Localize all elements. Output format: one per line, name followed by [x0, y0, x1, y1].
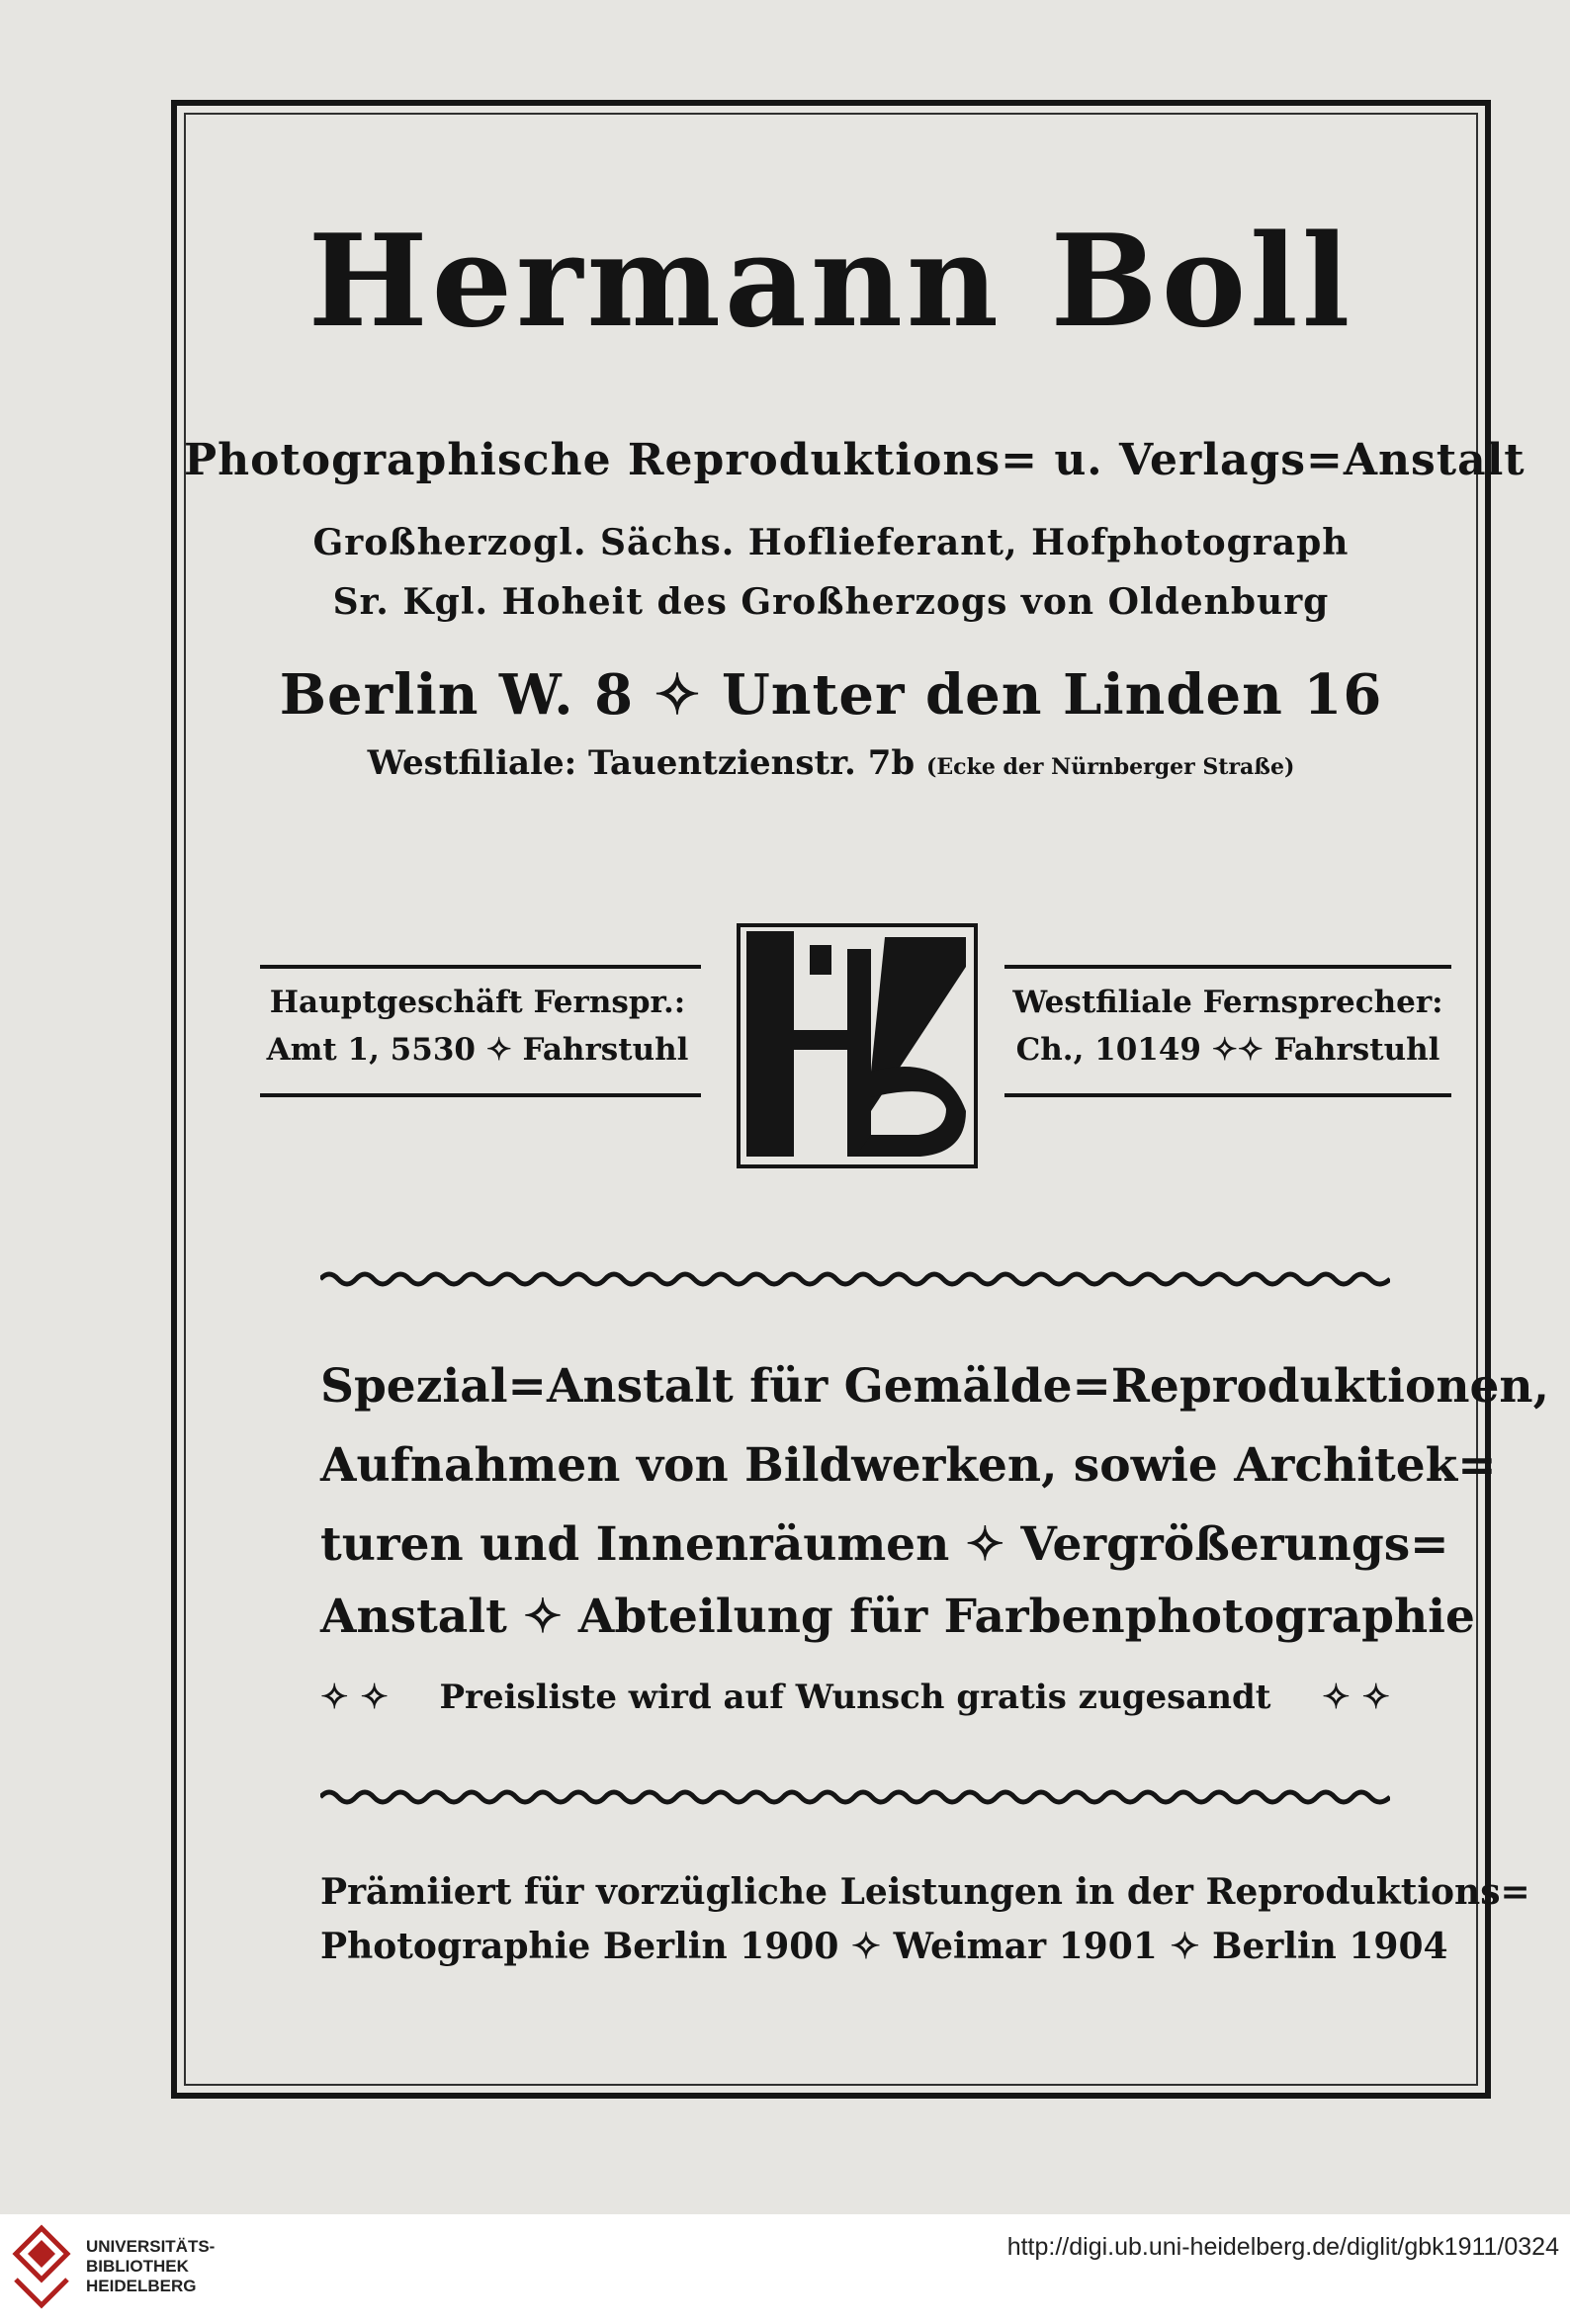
- price-ornament-left: ✧ ✧: [320, 1678, 389, 1717]
- awards-line-2: Photographie Berlin 1900 ✧ Weimar 1901 ✧ Berlin 1904: [320, 1926, 1448, 1967]
- purveyor-line: Großherzogl. Sächs. Hoflieferant, Hofphotograph: [312, 522, 1350, 563]
- price-list-line: [320, 1678, 1390, 1717]
- branch-line: [184, 743, 1478, 783]
- price-list-text: Preisliste wird auf Wunsch gratis zugesandt: [439, 1678, 1271, 1717]
- wavy-divider-top: [320, 1269, 1390, 1287]
- services-line-1: Spezial=Anstalt für Gemälde=Reproduktionen,: [320, 1359, 1549, 1414]
- rule-right-bottom: [1004, 1093, 1451, 1097]
- library-logo-icon: [12, 2224, 71, 2313]
- library-name-line-1: UNIVERSITÄTS-: [86, 2237, 216, 2256]
- company-subtitle: Photographische Reproduktions= u. Verlags=Anstalt: [184, 435, 1526, 485]
- branch-address: Westfiliale: Tauentzienstr. 7b: [367, 743, 916, 783]
- address-line: Berlin W. 8 ✧ Unter den Linden 16: [279, 662, 1383, 728]
- phone-branch-number: Ch., 10149 ✧✧ Fahrstuhl: [1015, 1032, 1440, 1068]
- footer-bar: [0, 2214, 1570, 2324]
- highness-line: Sr. Kgl. Hoheit des Großherzogs von Oldenburg: [332, 581, 1330, 623]
- rule-left-bottom: [260, 1093, 701, 1097]
- phone-branch-label: Westfiliale Fernsprecher:: [1012, 985, 1443, 1020]
- rule-left-top: [260, 965, 701, 969]
- library-name-line-2: BIBLIOTHEK: [86, 2257, 189, 2276]
- services-line-2: Aufnahmen von Bildwerken, sowie Architek=: [320, 1438, 1497, 1493]
- hb-monogram-icon: [737, 923, 978, 1168]
- services-line-4: Anstalt ✧ Abteilung für Farbenphotographie: [320, 1590, 1475, 1644]
- services-line-3: turen und Innenräumen ✧ Vergrößerungs=: [320, 1517, 1449, 1572]
- library-name: [86, 2237, 215, 2296]
- source-url-link[interactable]: http://digi.ub.uni-heidelberg.de/diglit/gbk1911/0324: [1006, 2233, 1559, 2261]
- price-ornament-right: ✧ ✧: [1322, 1678, 1390, 1717]
- wavy-divider-bottom: [320, 1787, 1390, 1805]
- phone-main-label: Hauptgeschäft Fernspr.:: [269, 985, 686, 1020]
- phone-main-number: Amt 1, 5530 ✧ Fahrstuhl: [266, 1032, 689, 1068]
- company-title: Hermann Boll: [307, 208, 1354, 356]
- rule-right-top: [1004, 965, 1451, 969]
- awards-line-1: Prämiiert für vorzügliche Leistungen in der Reproduktions=: [320, 1871, 1530, 1913]
- branch-corner: (Ecke der Nürnberger Straße): [926, 754, 1295, 780]
- library-name-line-3: HEIDELBERG: [86, 2277, 197, 2295]
